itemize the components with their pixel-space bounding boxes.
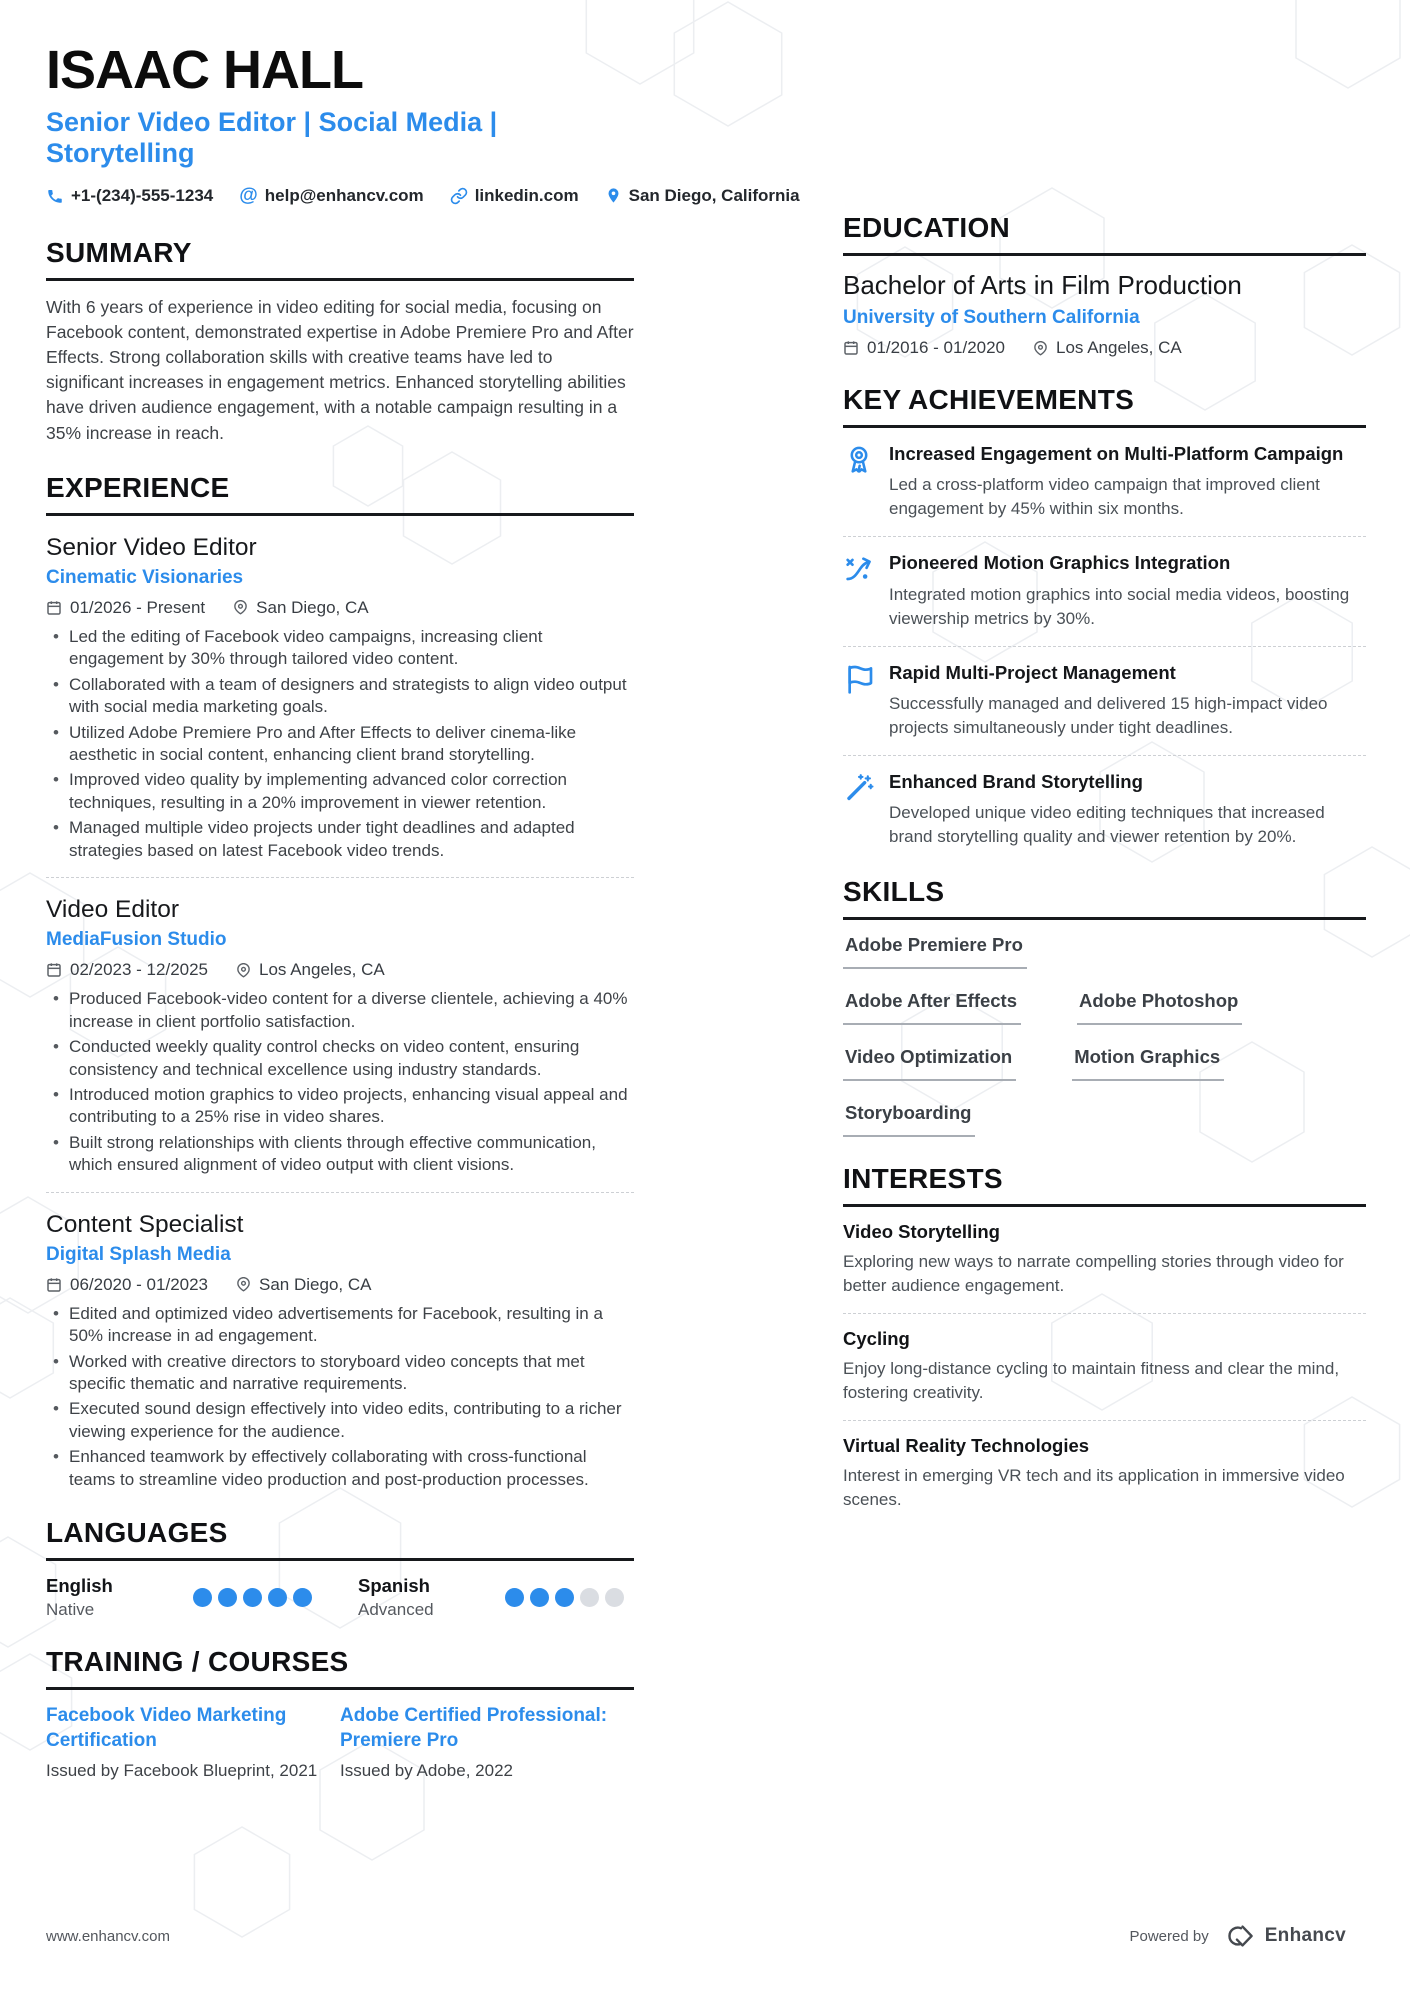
skills-row (843, 990, 1366, 1025)
level-dot (193, 1588, 212, 1607)
job-entry (46, 892, 634, 1177)
education-meta (843, 338, 1366, 358)
link-icon (450, 187, 468, 205)
job-dates (46, 1275, 208, 1295)
job-location (236, 960, 385, 980)
enhancv-brand (1221, 1923, 1346, 1949)
interests-heading: INTERESTS (843, 1163, 1366, 1207)
email-icon: @ (239, 184, 258, 206)
skill-item: Storyboarding (843, 1102, 975, 1137)
training-heading: TRAINING / COURSES (46, 1646, 634, 1690)
right-column (843, 42, 1366, 1807)
pin-icon (236, 1277, 251, 1292)
language-level: Native (46, 1600, 95, 1620)
site-url: www.enhancv.com (46, 1927, 170, 1945)
level-dot (555, 1588, 574, 1607)
person-title: Senior Video Editor | Social Media | Storytelling (46, 106, 498, 168)
achievement-title: Increased Engagement on Multi-Platform Campaign (889, 443, 1344, 464)
calendar-icon (46, 962, 62, 978)
job-company: Cinematic Visionaries (46, 566, 244, 588)
achievement-text: Led a cross-platform video campaign that improved client engagement by 45% within six months. (889, 475, 1320, 519)
language-item (46, 1575, 358, 1620)
achievement-text: Successfully managed and delivered 15 high-impact video projects simultaneously under tight deadlines. (889, 693, 1328, 737)
achievement-item (843, 551, 1366, 630)
languages-heading: LANGUAGES (46, 1517, 634, 1561)
summary-section (46, 237, 634, 446)
experience-heading: EXPERIENCE (46, 472, 634, 516)
bullet-item: • Built strong relationships with clients through effective communication, which ensured alignment of video output with client visions. (50, 1132, 634, 1177)
job-title: Video Editor (46, 896, 180, 924)
level-dot (505, 1588, 524, 1607)
pin-icon (236, 963, 251, 978)
job-title: Content Specialist (46, 1210, 244, 1238)
job-bullets (50, 1303, 634, 1492)
achievements-section (843, 384, 1366, 850)
job-location (236, 1275, 371, 1295)
calendar-icon (46, 600, 62, 616)
job-dates (46, 960, 208, 980)
job-title: Senior Video Editor (46, 533, 257, 561)
bullet-item: • Introduced motion graphics to video projects, enhancing visual appeal and contributing to a 25% rise in video shares. (50, 1084, 634, 1129)
job-dates-text: 02/2023 - 12/2025 (70, 960, 209, 980)
interest-title: Cycling (843, 1327, 910, 1349)
wand-icon (843, 770, 889, 849)
phone-contact (46, 186, 213, 206)
course-item (340, 1704, 618, 1781)
skill-item: Adobe Photoshop (1077, 990, 1242, 1025)
achievement-text: Developed unique video editing techniques that increased brand storytelling quality and viewer retention by 20%. (889, 803, 1325, 847)
job-bullets (50, 988, 634, 1177)
education-location-text: Los Angeles, CA (1056, 338, 1182, 357)
enhancv-logo (1221, 1923, 1257, 1949)
job-dates (46, 598, 205, 618)
courses-row (46, 1704, 634, 1781)
job-dates-text: 01/2026 - Present (70, 597, 206, 617)
course-title: Adobe Certified Professional: Premiere Pro (340, 1705, 608, 1751)
interests-section (843, 1163, 1366, 1513)
job-meta (46, 960, 634, 980)
job-company: Digital Splash Media (46, 1243, 231, 1265)
education-dates-text: 01/2016 - 01/2020 (867, 338, 1006, 357)
language-level-dots (193, 1588, 312, 1607)
language-name: English (46, 1575, 113, 1597)
bullet-item: • Conducted weekly quality control checks on video content, ensuring consistency and technical excellence using industry standards. (50, 1036, 634, 1081)
achievement-title: Pioneered Motion Graphics Integration (889, 552, 1231, 574)
course-title: Facebook Video Marketing Certification (46, 1705, 287, 1751)
course-issuer: Issued by Adobe, 2022 (340, 1760, 513, 1780)
phone-icon (46, 187, 64, 205)
bullet-item: • Managed multiple video projects under tight deadlines and adapted strategies based on latest Facebook video trends. (50, 817, 634, 862)
footer (46, 1923, 1346, 1949)
job-meta (46, 598, 634, 618)
job-dates-text: 06/2020 - 01/2023 (70, 1274, 209, 1294)
level-dot (243, 1588, 262, 1607)
level-dot (218, 1588, 237, 1607)
phone-number: +1-(234)-555-1234 (71, 185, 214, 205)
job-company: MediaFusion Studio (46, 929, 227, 951)
skill-item: Adobe Premiere Pro (843, 934, 1027, 969)
interest-text: Interest in emerging VR tech and its application in immersive video scenes. (843, 1466, 1345, 1510)
achievement-title: Enhanced Brand Storytelling (889, 771, 1143, 793)
strategy-icon (843, 551, 889, 630)
location-icon (605, 187, 622, 204)
achievement-item (843, 442, 1366, 521)
education-heading: EDUCATION (843, 212, 1366, 256)
location-contact (605, 186, 800, 206)
powered-by-label: Powered by (1129, 1927, 1209, 1945)
summary-text: With 6 years of experience in video editing for social media, focusing on Facebook content, demonstrated expertise in Adobe Premiere Pro and After Effects. Strong collaboration skills with creative teams have led to significant increases in engagement metrics. Enhanced storytelling abilities have driven audience engagement, with a notable campaign resulting in a 35% increase in reach. (46, 296, 634, 443)
degree-title: Bachelor of Arts in Film Production (843, 270, 1242, 300)
bullet-item: • Enhanced teamwork by effectively collaborating with cross-functional teams to streamline video production and post-production processes. (50, 1446, 634, 1491)
skills-row (843, 934, 1366, 969)
interest-text: Exploring new ways to narrate compelling stories through video for better audience engagement. (843, 1251, 1344, 1295)
school-name: University of Southern California (843, 307, 1140, 328)
linkedin-url[interactable]: linkedin.com (474, 185, 579, 205)
brand-text: Enhancv (1264, 1925, 1346, 1946)
education-section (843, 212, 1366, 358)
skills-section (843, 876, 1366, 1137)
flag-icon (843, 661, 889, 740)
achievement-item (843, 770, 1366, 849)
level-dot (293, 1588, 312, 1607)
left-column (46, 40, 800, 1807)
email-address[interactable]: help@enhancv.com (264, 185, 424, 205)
interest-item (843, 1328, 1366, 1405)
language-item (358, 1575, 634, 1620)
skill-item: Video Optimization (843, 1046, 1016, 1081)
email-contact[interactable] (239, 185, 423, 207)
achievement-item (843, 661, 1366, 740)
pin-icon (1033, 341, 1048, 356)
divider (46, 877, 634, 878)
powered-by (1129, 1923, 1346, 1949)
achievement-text: Integrated motion graphics into social media videos, boosting viewership metrics by 30%. (889, 584, 1350, 628)
experience-section (46, 472, 634, 1491)
linkedin-contact[interactable] (450, 186, 579, 206)
level-dot (530, 1588, 549, 1607)
bullet-item: • Executed sound design effectively into video edits, contributing to a richer viewing experience for the audience. (50, 1398, 634, 1443)
job-entry (46, 1207, 634, 1492)
job-location-text: Los Angeles, CA (259, 960, 385, 980)
course-item (46, 1704, 324, 1781)
interest-item (843, 1435, 1366, 1512)
language-level: Advanced (358, 1600, 434, 1620)
bullet-item: • Utilized Adobe Premiere Pro and After Effects to deliver cinema-like aesthetic in social content, enhancing client brand storytelling. (50, 722, 634, 767)
level-dot (580, 1588, 599, 1607)
interest-title: Video Storytelling (843, 1220, 1000, 1242)
interest-title: Virtual Reality Technologies (843, 1435, 1090, 1456)
divider (843, 1420, 1366, 1421)
education-location (1033, 338, 1182, 358)
level-dot (605, 1588, 624, 1607)
interest-text: Enjoy long-distance cycling to maintain fitness and clear the mind, fostering creativity. (843, 1358, 1340, 1402)
divider (843, 1313, 1366, 1314)
interest-item (843, 1221, 1366, 1298)
education-dates (843, 338, 1005, 358)
bullet-item: • Produced Facebook-video content for a diverse clientele, achieving a 40% increase in client portfolio satisfaction. (50, 988, 634, 1033)
job-location (233, 598, 368, 618)
summary-heading: SUMMARY (46, 237, 634, 281)
divider (46, 1192, 634, 1193)
skill-item: Adobe After Effects (843, 990, 1021, 1025)
job-entry (46, 530, 634, 862)
person-name: ISAAC HALL (46, 40, 363, 100)
skills-row (843, 1046, 1366, 1081)
language-level-dots (505, 1588, 624, 1607)
course-issuer: Issued by Facebook Blueprint, 2021 (46, 1760, 318, 1780)
level-dot (268, 1588, 287, 1607)
training-section (46, 1646, 634, 1781)
skill-item: Motion Graphics (1072, 1046, 1224, 1081)
location-text: San Diego, California (628, 185, 800, 205)
skills-heading: SKILLS (843, 876, 1366, 920)
bullet-item: • Improved video quality by implementing advanced color correction techniques, resulting in a 20% improvement in viewer retention. (50, 769, 634, 814)
languages-row (46, 1575, 634, 1620)
divider (843, 755, 1366, 756)
skills-row (843, 1102, 1366, 1137)
achievement-title: Rapid Multi-Project Management (889, 661, 1176, 683)
job-location-text: San Diego, CA (256, 597, 369, 617)
divider (843, 536, 1366, 537)
calendar-icon (46, 1277, 62, 1293)
calendar-icon (843, 340, 859, 356)
job-meta (46, 1275, 634, 1295)
bullet-item: • Worked with creative directors to storyboard video concepts that met specific thematic and narrative requirements. (50, 1351, 634, 1396)
contact-row (46, 184, 800, 207)
language-name: Spanish (358, 1575, 430, 1597)
job-bullets (50, 626, 634, 862)
job-location-text: San Diego, CA (259, 1274, 372, 1294)
languages-section (46, 1517, 634, 1620)
bullet-item: • Led the editing of Facebook video campaigns, increasing client engagement by 30% through tailored video content. (50, 626, 634, 671)
bullet-item: • Edited and optimized video advertisements for Facebook, resulting in a 50% increase in ad engagement. (50, 1303, 634, 1348)
pin-icon (233, 600, 248, 615)
achievements-heading: KEY ACHIEVEMENTS (843, 384, 1366, 428)
divider (843, 646, 1366, 647)
header (46, 40, 800, 207)
bullet-item: • Collaborated with a team of designers and strategists to align video output with social media marketing goals. (50, 674, 634, 719)
medal-icon (843, 442, 889, 521)
